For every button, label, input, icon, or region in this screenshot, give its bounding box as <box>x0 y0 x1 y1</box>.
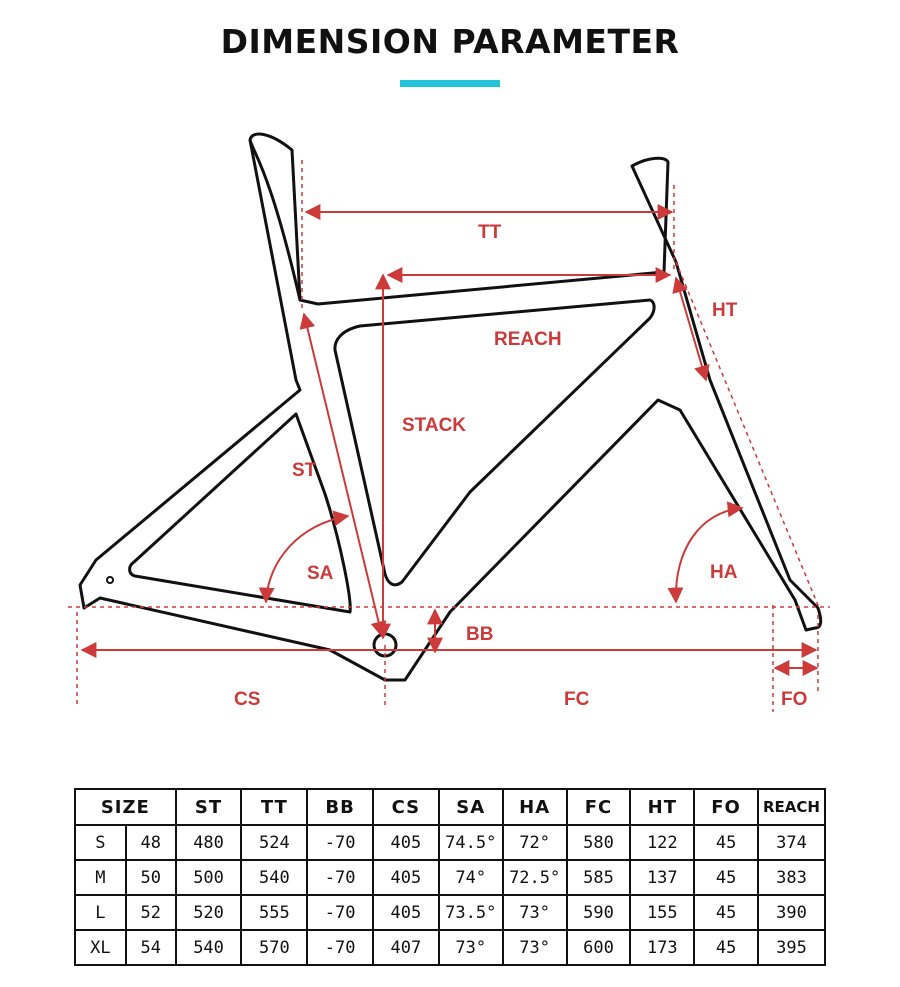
cell: 395 <box>758 930 825 965</box>
label-bb: BB <box>466 624 494 645</box>
cell: 173 <box>630 930 694 965</box>
bike-frame-outline <box>80 134 821 680</box>
cell: 54 <box>126 930 176 965</box>
table-row <box>75 825 825 860</box>
label-ha: HA <box>710 562 738 583</box>
label-tt: TT <box>478 222 502 243</box>
cell: 45 <box>694 930 758 965</box>
header-fc: FC <box>567 789 631 825</box>
cell: 407 <box>373 930 439 965</box>
cell: 585 <box>567 860 631 895</box>
cell: -70 <box>307 825 373 860</box>
cell: 45 <box>694 825 758 860</box>
cell: 137 <box>630 860 694 895</box>
cell: M <box>75 860 126 895</box>
cell: 48 <box>126 825 176 860</box>
label-stack: STACK <box>402 415 467 436</box>
cell: 73.5° <box>439 895 503 930</box>
label-ht: HT <box>712 300 738 321</box>
cell: -70 <box>307 930 373 965</box>
reference-lines <box>68 160 830 712</box>
cell: 580 <box>567 825 631 860</box>
table-header-row <box>75 789 825 825</box>
cell: 45 <box>694 895 758 930</box>
cell: 500 <box>176 860 242 895</box>
header-sa: SA <box>439 789 503 825</box>
header-st: ST <box>176 789 242 825</box>
cell: 72.5° <box>503 860 567 895</box>
cell: 540 <box>241 860 307 895</box>
size-geometry-table <box>74 788 826 966</box>
cell: 72° <box>503 825 567 860</box>
cell: 383 <box>758 860 825 895</box>
label-reach: REACH <box>494 329 562 350</box>
cell: 74.5° <box>439 825 503 860</box>
label-st: ST <box>292 460 317 481</box>
cell: S <box>75 825 126 860</box>
cell: -70 <box>307 895 373 930</box>
cell: 50 <box>126 860 176 895</box>
cell: 540 <box>176 930 242 965</box>
cell: 405 <box>373 860 439 895</box>
cell: 73° <box>503 895 567 930</box>
cell: 122 <box>630 825 694 860</box>
header-tt: TT <box>241 789 307 825</box>
cell: XL <box>75 930 126 965</box>
label-fc: FC <box>564 689 590 710</box>
label-sa: SA <box>307 563 334 584</box>
cell: 155 <box>630 895 694 930</box>
table-row <box>75 930 825 965</box>
cell: 524 <box>241 825 307 860</box>
cell: -70 <box>307 860 373 895</box>
dimension-arrows <box>82 212 817 668</box>
label-fo: FO <box>781 689 808 710</box>
cell: 374 <box>758 825 825 860</box>
cell: 600 <box>567 930 631 965</box>
label-cs: CS <box>234 689 261 710</box>
table-row <box>75 895 825 930</box>
cell: 480 <box>176 825 242 860</box>
header-fo: FO <box>694 789 758 825</box>
header-bb: BB <box>307 789 373 825</box>
header-reach: REACH <box>758 789 825 825</box>
cell: 390 <box>758 895 825 930</box>
header-ha: HA <box>503 789 567 825</box>
cell: 74° <box>439 860 503 895</box>
table-row <box>75 860 825 895</box>
cell: 45 <box>694 860 758 895</box>
cell: 73° <box>503 930 567 965</box>
cell: 570 <box>241 930 307 965</box>
cell: 405 <box>373 895 439 930</box>
header-cs: CS <box>373 789 439 825</box>
cell: 73° <box>439 930 503 965</box>
header-ht: HT <box>630 789 694 825</box>
cell: L <box>75 895 126 930</box>
cell: 590 <box>567 895 631 930</box>
header-size: SIZE <box>75 789 176 825</box>
page-title: DIMENSION PARAMETER <box>220 22 680 61</box>
cell: 405 <box>373 825 439 860</box>
cell: 555 <box>241 895 307 930</box>
cell: 520 <box>176 895 242 930</box>
cell: 52 <box>126 895 176 930</box>
